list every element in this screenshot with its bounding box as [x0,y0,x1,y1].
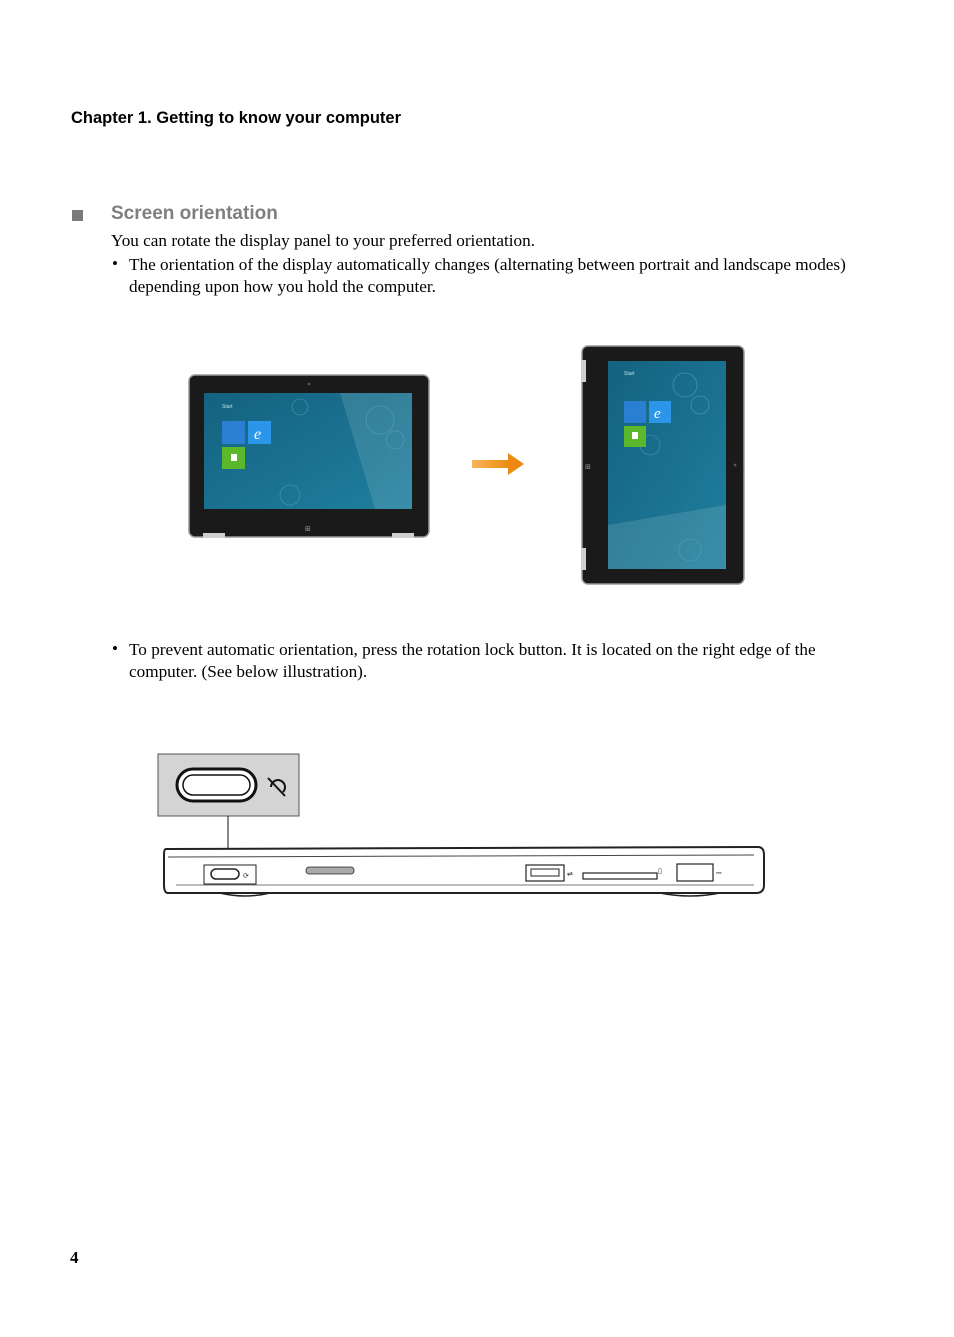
bullet-dot-icon: • [112,254,118,273]
svg-text:e: e [654,406,661,422]
svg-text:⟳: ⟳ [243,872,249,880]
orientation-figure [180,315,770,595]
laptop-edge [164,847,764,896]
rotation-lock-figure [150,745,780,905]
svg-text:⎓: ⎓ [716,869,722,877]
svg-text:⊞: ⊞ [585,463,591,471]
portrait-tablet [581,346,744,584]
bullet-auto-orientation: The orientation of the display automatically changes (alternating between portrait and landscape modes) depending upon how you hold the computer. [129,255,846,296]
landscape-tablet [189,375,429,538]
bullet-rotation-lock: To prevent automatic orientation, press the rotation lock button. It is located on the right edge of the computer. (See below illustration). [129,640,816,681]
svg-text:▯: ▯ [658,867,662,875]
page-number: 4 [70,1248,79,1267]
svg-text:⇌: ⇌ [567,870,573,878]
svg-text:e: e [254,426,262,443]
portrait-start-label: Start [624,371,635,377]
section-square-icon [72,210,83,221]
section-title: Screen orientation [111,203,278,224]
bullet-dot-icon: • [112,639,118,658]
landscape-start-label: Start [222,404,233,410]
intro-text: You can rotate the display panel to your preferred orientation. [111,231,535,250]
arrow-icon [472,453,524,475]
svg-text:⊞: ⊞ [305,525,311,533]
chapter-header: Chapter 1. Getting to know your computer [71,109,402,127]
